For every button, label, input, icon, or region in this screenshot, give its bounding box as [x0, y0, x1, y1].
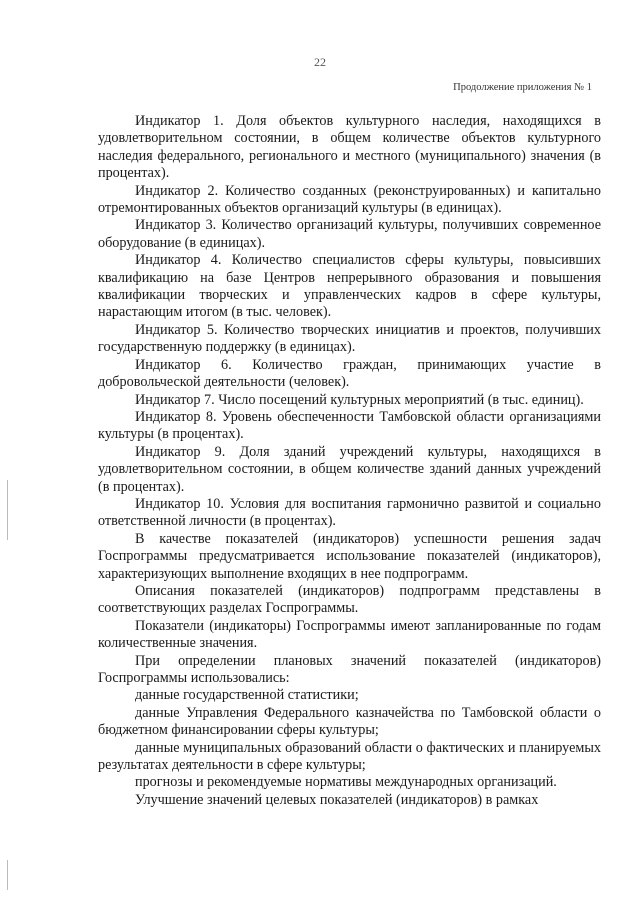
- scan-margin-mark: [7, 480, 8, 540]
- paragraph-improvement: Улучшение значений целевых показателей (индикаторов) в рамках: [135, 791, 539, 808]
- document-body: [98, 113, 601, 809]
- list-item-treasury-data: данные Управления Федерального казначейства по Тамбовской области о бюджетном финансировании сферы культуры;: [98, 704, 601, 739]
- paragraph-indicator-7: Индикатор 7. Число посещений культурных мероприятий (в тыс. единиц).: [135, 391, 584, 408]
- page-number: 22: [314, 55, 326, 69]
- paragraph-indicator-4: Индикатор 4. Количество специалистов сферы культуры, повысивших квалификацию на базе Центров непрерывного образования и повышения квалификации творческих и управленческих кадров в сфере культуры, нарастающим итогом (в тыс. человек).: [98, 252, 601, 321]
- paragraph-indicator-9: Индикатор 9. Доля зданий учреждений культуры, находящихся в удовлетворительном состоянии, в общем количестве зданий данных учреждений (в процентах).: [98, 443, 601, 495]
- paragraph-indicator-10: Индикатор 10. Условия для воспитания гармонично развитой и социально ответственной личности (в процентах).: [98, 495, 601, 530]
- scan-margin-mark: [7, 860, 8, 890]
- list-item-international-norms: прогнозы и рекомендуемые нормативы международных организаций.: [135, 774, 557, 791]
- paragraph-planned-values: Показатели (индикаторы) Госпрограммы имеют запланированные по годам количественные значения.: [98, 617, 601, 652]
- paragraph-sources-intro: При определении плановых значений показателей (индикаторов) Госпрограммы использовались:: [98, 652, 601, 686]
- list-item-state-statistics: данные государственной статистики;: [135, 687, 359, 704]
- paragraph-indicator-1: Индикатор 1. Доля объектов культурного наследия, находящихся в удовлетворительном состоянии, в общем количестве объектов культурного наследия федерального, регионального и местного (муниципального) значения (в процентах).: [98, 113, 601, 182]
- paragraph-indicator-2: Индикатор 2. Количество созданных (реконструированных) и капитально отремонтированных объектов организаций культуры (в единицах).: [98, 182, 601, 217]
- paragraph-indicator-5: Индикатор 5. Количество творческих инициатив и проектов, получивших государственную поддержку (в единицах).: [98, 321, 601, 356]
- paragraph-indicator-6: Индикатор 6. Количество граждан, принимающих участие в добровольческой деятельности (человек).: [98, 356, 601, 391]
- paragraph-indicator-3: Индикатор 3. Количество организаций культуры, получивших современное оборудование (в единицах).: [98, 217, 601, 251]
- paragraph-indicator-8: Индикатор 8. Уровень обеспеченности Тамбовской области организациями культуры (в процентах).: [98, 408, 601, 443]
- appendix-continuation-note: Продолжение приложения № 1: [453, 82, 592, 93]
- paragraph-subprogram-descriptions: Описания показателей (индикаторов) подпрограмм представлены в соответствующих разделах Госпрограммы.: [98, 582, 601, 617]
- list-item-municipal-data: данные муниципальных образований области о фактических и планируемых результатах деятельности в сфере культуры;: [98, 739, 601, 774]
- paragraph-success-indicators: В качестве показателей (индикаторов) успешности решения задач Госпрограммы предусматривается использование показателей (индикаторов), характеризующих выполнение входящих в нее подпрограмм.: [98, 530, 601, 582]
